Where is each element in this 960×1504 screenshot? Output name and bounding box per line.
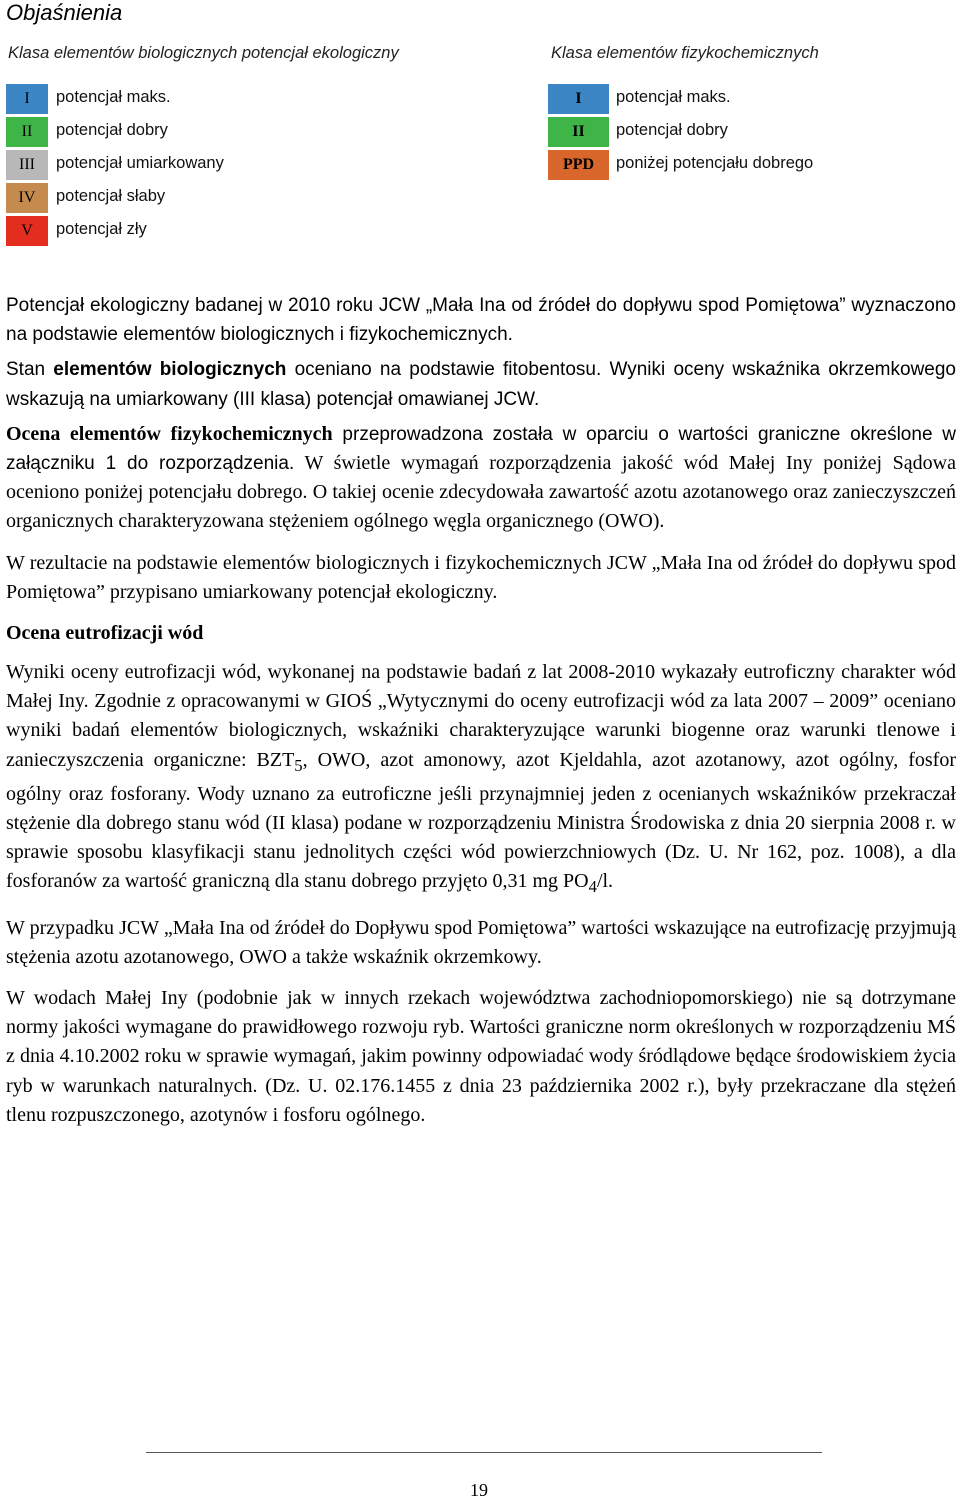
phys-legend-heading: Klasa elementów fizykochemicznych [551, 44, 819, 62]
text-run: , OWO, azot amonowy, azot Kjeldahla, azot azotanowy, azot ogólny, fosfor ogólny oraz fosforany. Wody uznano za eutroficzne jeśli przynajmniej jeden z ocenianych wskaźników przekraczał stężenie dla dobrego stanu wód (II klasa) podane w rozporządzeniu Ministra Środowiska z dnia 20 sierpnia 2008 r. w sprawie sposobu klasyfikacji stanu jednolitych części wód powierzchniowych (Dz. U. Nr 162, poz. 1008), a dla fosforanów za wartość graniczną dla stanu dobrego przyjęto 0,31 mg PO [6, 748, 956, 893]
text-run: przeprowadzona została w oparciu o wartości graniczne określone w załączniku 1 do rozporządzenia. [6, 423, 956, 475]
class-swatch: I [6, 84, 48, 114]
paragraph-case: W przypadku JCW „Mała Ina od źródeł do Dopływu spod Pomiętowa” wartości wskazujące na eutrofizację przyjmują stężenia azotu azotanowego, OWO a także wskaźnik okrzemkowy. [6, 916, 956, 968]
paragraph-fish: W wodach Małej Iny (podobnie jak w innych rzekach województwa zachodniopomorskiego) nie są dotrzymane normy jakości wymagane do prawidłowego rozwoju ryb. Wartości graniczne norm określonych w rozporządzeniu MŚ z dnia 4.10.2002 roku w sprawie wymagań, jakim powinny odpowiadać wody śródlądowe będące środowiskiem życia ryb w warunkach naturalnych. (Dz. U. 02.176.1455 z dnia 23 października 2002 r.), były przekraczane dla stężeń tlenu rozpuszczonego, azotynów i fosforu ogólnego. [6, 987, 956, 1126]
paragraph-intro: Potencjał ekologiczny badanej w 2010 roku JCW „Mała Ina od źródeł do dopływu spod Pomiętowa” wyznaczono na podstawie elementów biologicznych i fizykochemicznych. [6, 295, 956, 346]
class-label: potencjał dobry [56, 121, 168, 139]
class-swatch: PPD [548, 150, 609, 180]
page-number: 19 [470, 1480, 488, 1500]
class-label: potencjał zły [56, 220, 147, 238]
class-swatch: II [6, 117, 48, 147]
class-label: potencjał maks. [616, 88, 731, 106]
section-heading: Ocena eutrofizacji wód [6, 622, 204, 645]
bold-phrase: elementów biologicznych [53, 359, 287, 381]
class-swatch: III [6, 150, 48, 180]
text-run: Wyniki oceny eutrofizacji wód, wykonanej na podstawie badań z lat 2008-2010 wykazały eutroficzny charakter wód Małej Iny. Zgodnie z opracowanymi w GIOŚ „Wytycznymi do oceny eutrofizacji wód za lata 2007 – 2009” oceniano wyniki badań elementów biologicznych, wskaźniki charakteryzujące warunki biogenne oraz warunki tlenowe i zanieczyszczenia organiczne: BZT [6, 661, 956, 771]
class-swatch: V [6, 216, 48, 246]
text-run: oceniano na podstawie fitobentosu. [286, 359, 602, 381]
subscript: 4 [588, 877, 597, 897]
paragraph-result: W rezultacie na podstawie elementów biologicznych i fizykochemicznych JCW „Mała Ina od źródeł do dopływu spod Pomiętowa” przypisano umiarkowany potencjał ekologiczny. [6, 551, 956, 603]
text-run: W świetle wymagań rozporządzenia jakość wód Małej Iny poniżej Sądowa oceniono poniżej potencjału dobrego. O takiej ocenie zdecydowała zawartość azotu azotanowego oraz zanieczyszczeń organicznych charakteryzowana stężeniem ogólnego węgla organicznego (OWO). [6, 452, 957, 533]
footer-divider [146, 1452, 822, 1453]
class-swatch: I [548, 84, 609, 114]
text-run: Wyniki oceny wskaźnika okrzemkowego wskazują na umiarkowany (III klasa) potencjał omawianej JCW. [6, 359, 956, 410]
class-label: potencjał umiarkowany [56, 154, 224, 172]
subscript: 5 [294, 755, 303, 775]
text-run: Stan [6, 359, 54, 381]
paragraph-eutrophication [6, 658, 956, 902]
paragraph-biological [6, 355, 956, 413]
paragraph-physicochemical [6, 420, 956, 537]
class-label: potencjał słaby [56, 187, 166, 205]
legend-title: Objaśnienia [6, 0, 123, 25]
class-label: potencjał dobry [616, 121, 728, 139]
bold-phrase: Ocena elementów fizykochemicznych [6, 422, 333, 445]
class-swatch: IV [6, 183, 48, 213]
class-label: potencjał maks. [56, 88, 171, 106]
class-swatch: II [548, 117, 609, 147]
class-label: poniżej potencjału dobrego [616, 154, 814, 172]
text-run: /l. [596, 870, 614, 893]
bio-legend-heading: Klasa elementów biologicznych potencjał ekologiczny [8, 44, 399, 62]
document-body [6, 291, 956, 1142]
